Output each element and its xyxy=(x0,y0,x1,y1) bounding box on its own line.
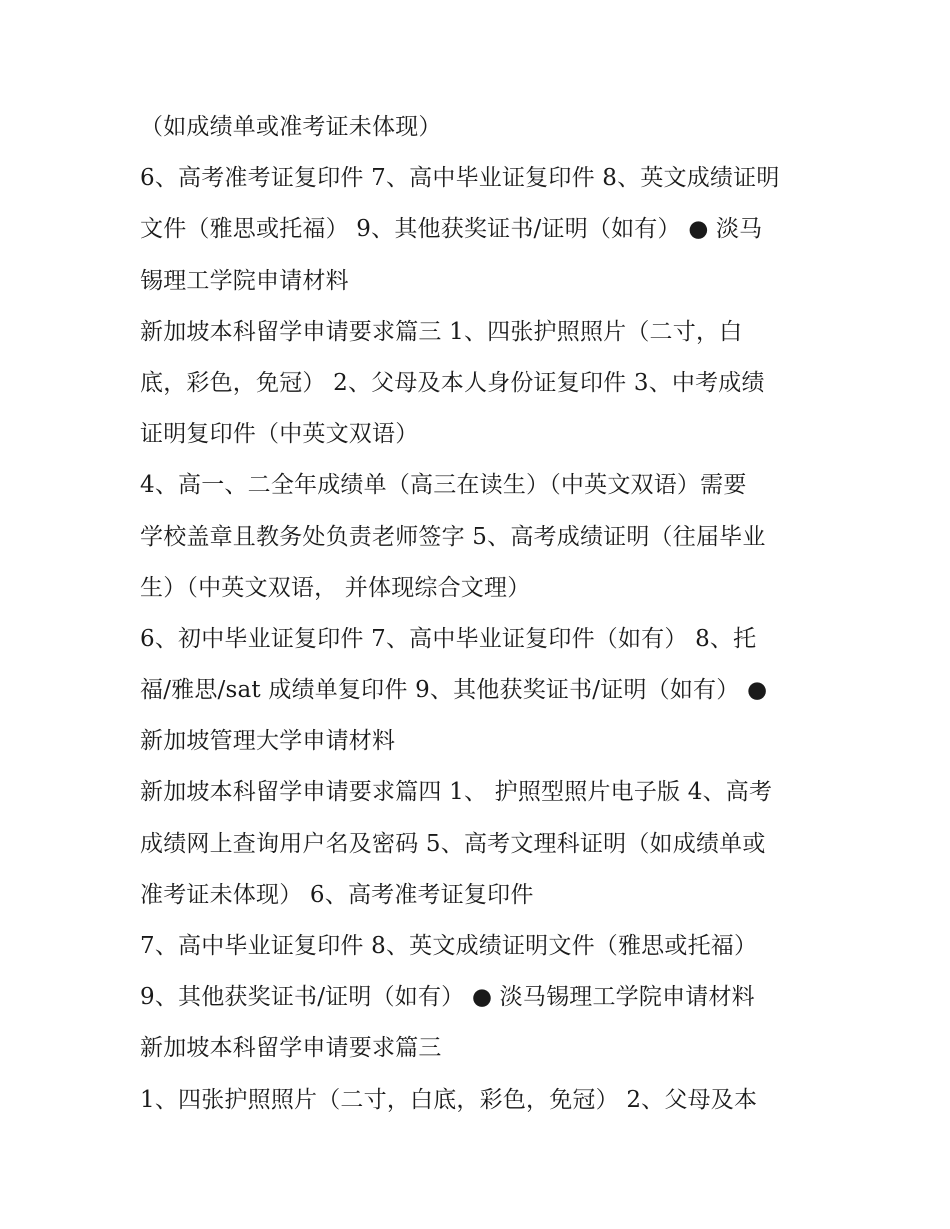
text-line: 文件（雅思或托福） 9、其他获奖证书/证明（如有） ● 淡马 xyxy=(140,216,763,243)
text-line: 证明复印件（中英文双语） xyxy=(140,421,419,448)
text-line: （如成绩单或准考证未体现） xyxy=(140,114,442,140)
text-line: 生）（中英文双语， 并体现综合文理） xyxy=(140,574,531,601)
text-line: 4、高一、二全年成绩单（高三在读生）（中英文双语）需要 xyxy=(140,472,747,499)
text-line: 6、初中毕业证复印件 7、高中毕业证复印件（如有） 8、托 xyxy=(140,625,757,652)
text-line: 新加坡管理大学申请材料 xyxy=(140,728,396,755)
document-body xyxy=(140,102,820,1126)
text-line: 新加坡本科留学申请要求篇三 1、四张护照照片（二寸，白 xyxy=(140,318,743,345)
text-line: 新加坡本科留学申请要求篇四 1、 护照型照片电子版 4、高考 xyxy=(140,779,773,806)
text-line: 准考证未体现） 6、高考准考证复印件 xyxy=(140,881,534,908)
text-line: 6、高考准考证复印件 7、高中毕业证复印件 8、英文成绩证明 xyxy=(140,165,780,192)
text-line: 锡理工学院申请材料 xyxy=(140,267,349,294)
text-line: 9、其他获奖证书/证明（如有） ● 淡马锡理工学院申请材料 xyxy=(140,984,755,1011)
text-line: 福/雅思/sat 成绩单复印件 9、其他获奖证书/证明（如有） ● xyxy=(140,677,768,704)
text-line: 底，彩色，免冠） 2、父母及本人身份证复印件 3、中考成绩 xyxy=(140,369,765,396)
text-line: 成绩网上查询用户名及密码 5、高考文理科证明（如成绩单或 xyxy=(140,830,766,857)
text-line: 1、四张护照照片（二寸，白底，彩色，免冠） 2、父母及本 xyxy=(140,1086,758,1113)
text-line: 7、高中毕业证复印件 8、英文成绩证明文件（雅思或托福） xyxy=(140,933,758,959)
text-line: 学校盖章且教务处负责老师签字 5、高考成绩证明（往届毕业 xyxy=(140,523,766,550)
text-line: 新加坡本科留学申请要求篇三 xyxy=(140,1035,442,1062)
